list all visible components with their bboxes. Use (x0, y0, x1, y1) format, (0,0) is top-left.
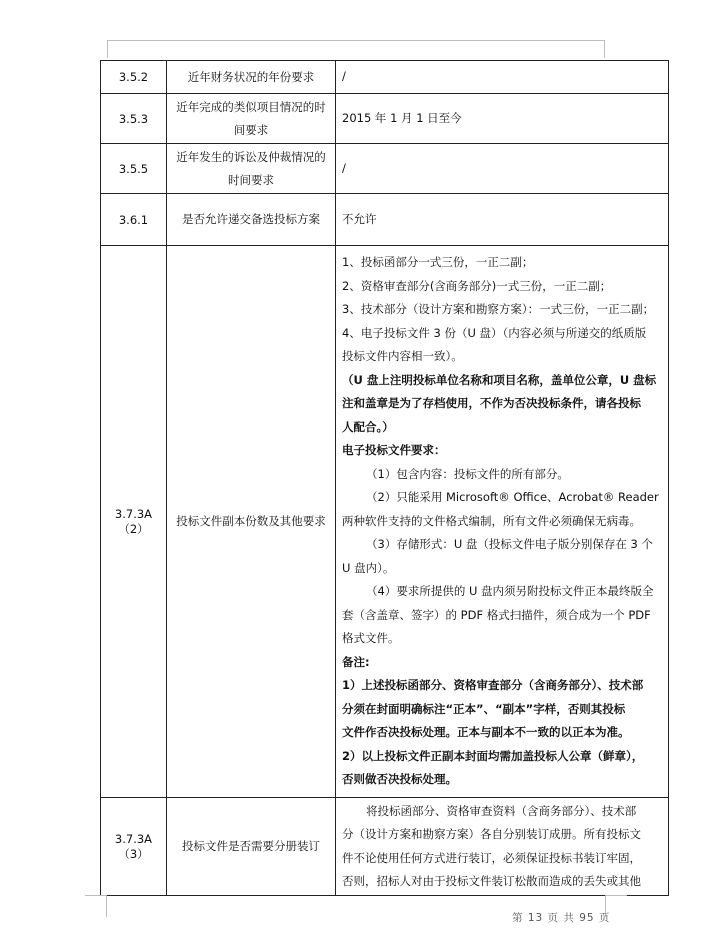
content-line: 2）以上投标文件正副本封面均需加盖投标人公章（鲜章）， (342, 748, 644, 763)
clause-item: 近年完成的类似项目情况的时间要求 (167, 94, 336, 144)
content-line: 文件作否决投标处理。正本与副本不一致的以正本为准。 (342, 725, 630, 740)
clause-item: 近年财务状况的年份要求 (167, 61, 336, 94)
clause-number: 3.5.3 (101, 94, 167, 144)
content-line: 人配合。） (342, 419, 394, 434)
content-line: 备注: (342, 654, 370, 669)
content-line: 4、电子投标文件 3 份（U 盘）（内容必须与所递交的纸质版 (342, 325, 647, 340)
clause-content (336, 246, 669, 798)
header-rule (107, 40, 605, 41)
header-corner-left (107, 40, 108, 58)
table-row (101, 798, 669, 896)
content-line: 1）上述投标函部分、资格审查部分（含商务部分）、技术部 (342, 678, 644, 693)
content-line: （U 盘上注明投标单位名称和项目名称，盖单位公章，U 盘标 (342, 372, 657, 387)
content-line: 将投标函部分、资格审查资料（含商务部分）、技术部 (366, 803, 637, 818)
clause-item: 投标文件副本份数及其他要求 (167, 246, 336, 798)
table-row (101, 194, 669, 246)
table-row (101, 246, 669, 798)
clause-number: 3.6.1 (101, 194, 167, 246)
content-line: （1）包含内容：投标文件的所有部分。 (366, 466, 569, 481)
clause-content: / (336, 61, 669, 94)
content-line: （3）存储形式：U 盘（投标文件电子版分别保存在 3 个 (366, 537, 654, 552)
content-line: 格式文件。 (342, 631, 400, 646)
content-line: 2、资格审查部分(含商务部分)一式三份，一正二副； (342, 278, 612, 293)
clause-number-sub: （3） (118, 846, 149, 861)
header-corner-right (604, 40, 605, 58)
table-row (101, 61, 669, 94)
clause-number: 3.5.2 (101, 61, 167, 94)
content-line: 3、技术部分（设计方案和勘察方案）：一式三份，一正二副； (342, 302, 655, 317)
content-line: U 盘内）。 (342, 560, 395, 575)
content-line: 两种软件支持的文件格式编制，所有文件必须确保无病毒。 (342, 513, 641, 528)
crop-mark-left (85, 895, 107, 896)
clause-number-sub: （2） (118, 521, 149, 536)
content-line: 投标文件内容相一致）。 (342, 349, 463, 364)
content-line: 1、投标函部分一式三份，一正二副； (342, 255, 534, 270)
content-line: （2）只能采用 Microsoft® Office、Acrobat® Reader (366, 490, 659, 505)
page-number: 第 13 页 共 95 页 (512, 912, 611, 924)
clause-item: 是否允许递交备选投标方案 (167, 194, 336, 246)
content-line: 分须在封面明确标注“正本”、“副本”字样，否则其投标 (342, 701, 626, 716)
clause-number-main: 3.7.3A (114, 831, 153, 846)
content-line: 电子投标文件要求： (342, 443, 446, 458)
content-line: 件不论使用任何方式进行装订，必须保证投标书装订牢固， (342, 850, 641, 865)
clause-number-main: 3.7.3A (114, 506, 153, 521)
content-line: 套（含盖章、签字）的 PDF 格式扫描件，须合成为一个 PDF (342, 607, 651, 622)
crop-mark-right (605, 895, 627, 896)
content-line: 否则，招标人对由于投标文件装订松散而造成的丢失或其他 (342, 874, 641, 888)
clause-content: 不允许 (336, 194, 669, 246)
clause-item: 近年发生的诉讼及仲裁情况的时间要求 (167, 144, 336, 194)
clause-number: 3.5.5 (101, 144, 167, 194)
content-line: 否则做否决投标处理。 (342, 772, 457, 787)
table-row (101, 144, 669, 194)
content-line: （4）要求所提供的 U 盘内须另附投标文件正本最终版全 (366, 584, 654, 599)
clause-content: / (336, 144, 669, 194)
content-line: 注和盖章是为了存档使用，不作为否决投标条件，请各投标 (342, 396, 641, 411)
clause-content: 2015 年 1 月 1 日至今 (336, 94, 669, 144)
spec-table (100, 60, 669, 896)
table-row (101, 94, 669, 144)
content-line: 分（设计方案和勘察方案）各自分别装订成册。所有投标文 (342, 827, 641, 841)
clause-content (336, 798, 669, 896)
clause-number (101, 246, 167, 798)
crop-mark-left-vertical (106, 895, 107, 917)
clause-number (101, 798, 167, 896)
clause-item: 投标文件是否需要分册装订 (167, 798, 336, 896)
